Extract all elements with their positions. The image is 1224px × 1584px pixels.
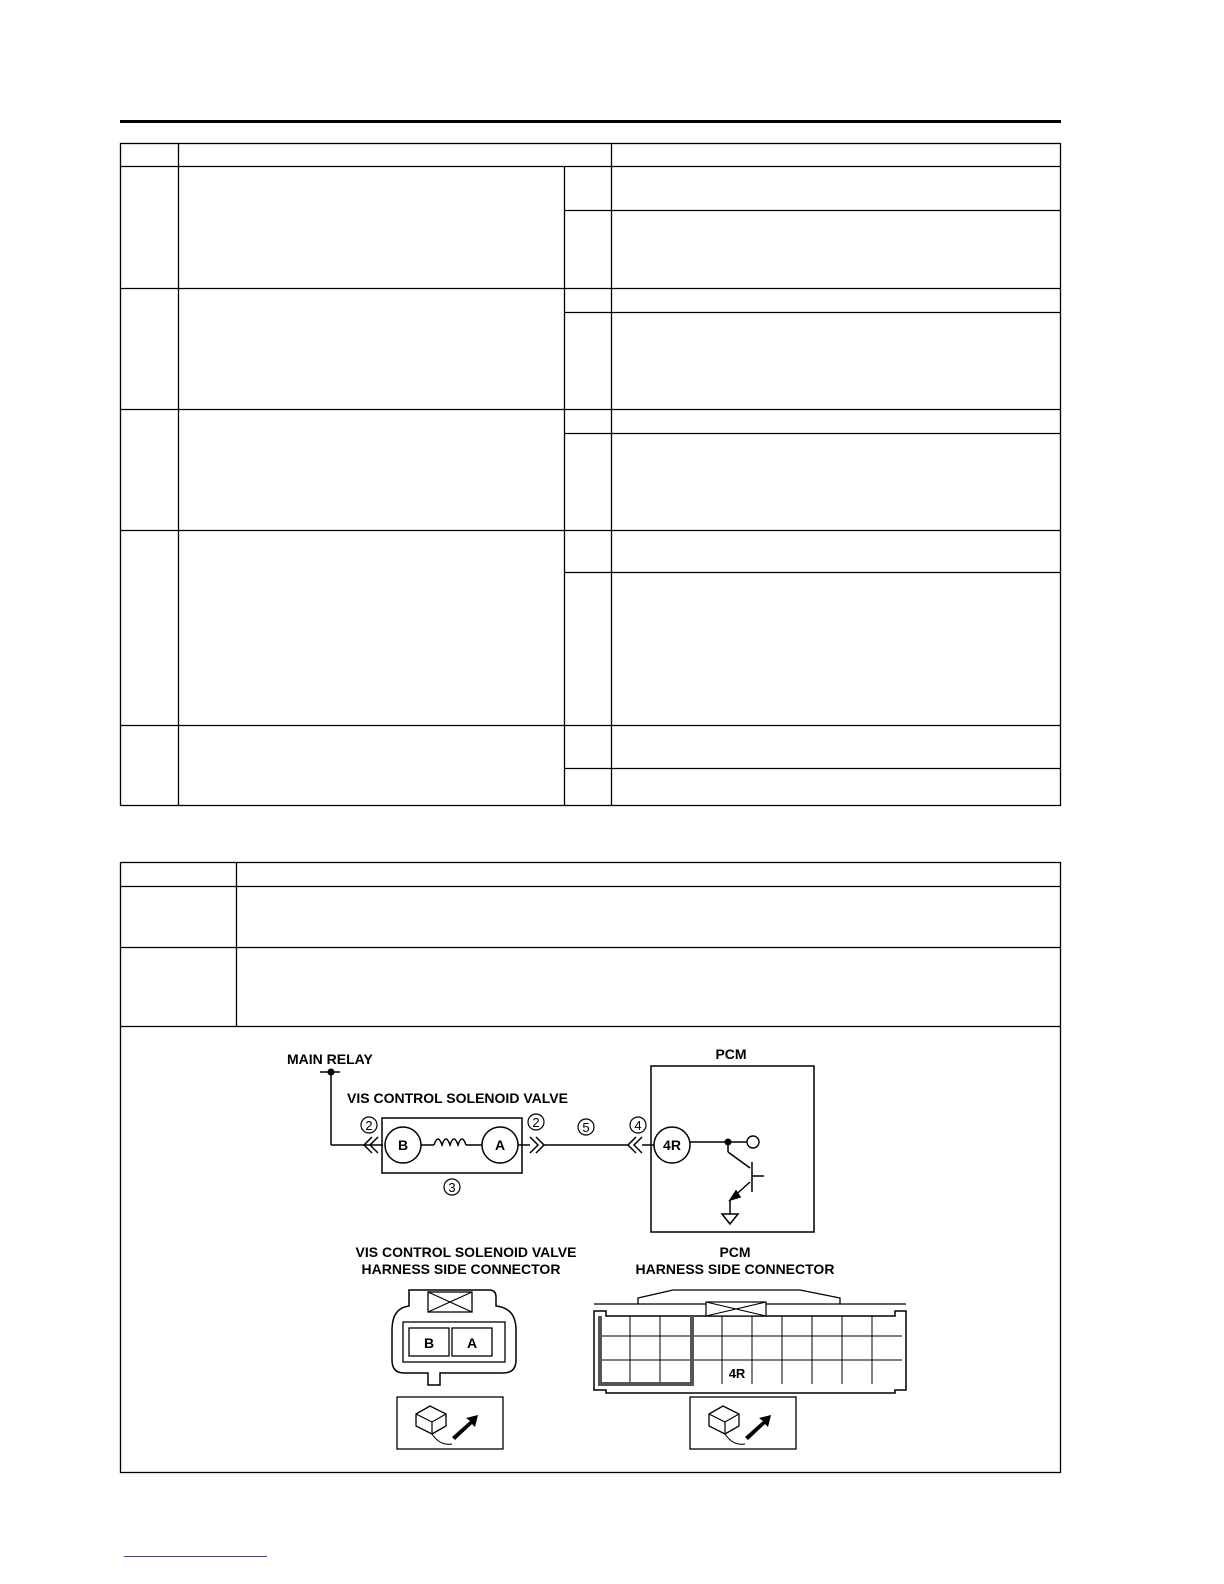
callout-5: 5: [582, 1120, 590, 1135]
pcm-connector-title-1: PCM: [719, 1244, 751, 1260]
solenoid-connector-title-1: VIS CONTROL SOLENOID VALVE: [355, 1244, 577, 1260]
pcm-pin-4r: 4R: [728, 1366, 746, 1381]
footer-link-underline[interactable]: [124, 1556, 267, 1557]
callout-4: 4: [634, 1118, 642, 1133]
main-relay-label: MAIN RELAY: [287, 1051, 373, 1067]
test-point-icon: [747, 1136, 759, 1148]
solenoid-label: VIS CONTROL SOLENOID VALVE: [347, 1090, 568, 1106]
info-table-grid: [120, 862, 1061, 1473]
pcm-terminal-label: 4R: [663, 1137, 681, 1153]
pcm-harness-connector: [594, 1244, 906, 1449]
callout-2-left: 2: [365, 1118, 373, 1133]
solenoid-pin-a: A: [466, 1335, 478, 1351]
pcm-connector-title-2: HARNESS SIDE CONNECTOR: [635, 1261, 835, 1277]
solenoid-pin-b: B: [423, 1335, 435, 1351]
callout-3: 3: [448, 1180, 456, 1195]
solenoid-connector-title-2: HARNESS SIDE CONNECTOR: [361, 1261, 561, 1277]
solenoid-harness-connector: [356, 1244, 577, 1449]
callout-2-right: 2: [532, 1115, 540, 1130]
transistor-icon: [722, 1142, 764, 1224]
terminal-b-label: B: [397, 1137, 409, 1153]
schematic: [287, 1046, 814, 1232]
coil-icon: [434, 1139, 466, 1145]
connector-chevron-right: [530, 1137, 544, 1153]
pcm-connector-chevron: [628, 1137, 642, 1153]
view-direction-icon: [397, 1397, 503, 1449]
view-direction-icon: [690, 1397, 796, 1449]
terminal-a-label: A: [494, 1137, 506, 1153]
pcm-label: PCM: [715, 1046, 747, 1062]
